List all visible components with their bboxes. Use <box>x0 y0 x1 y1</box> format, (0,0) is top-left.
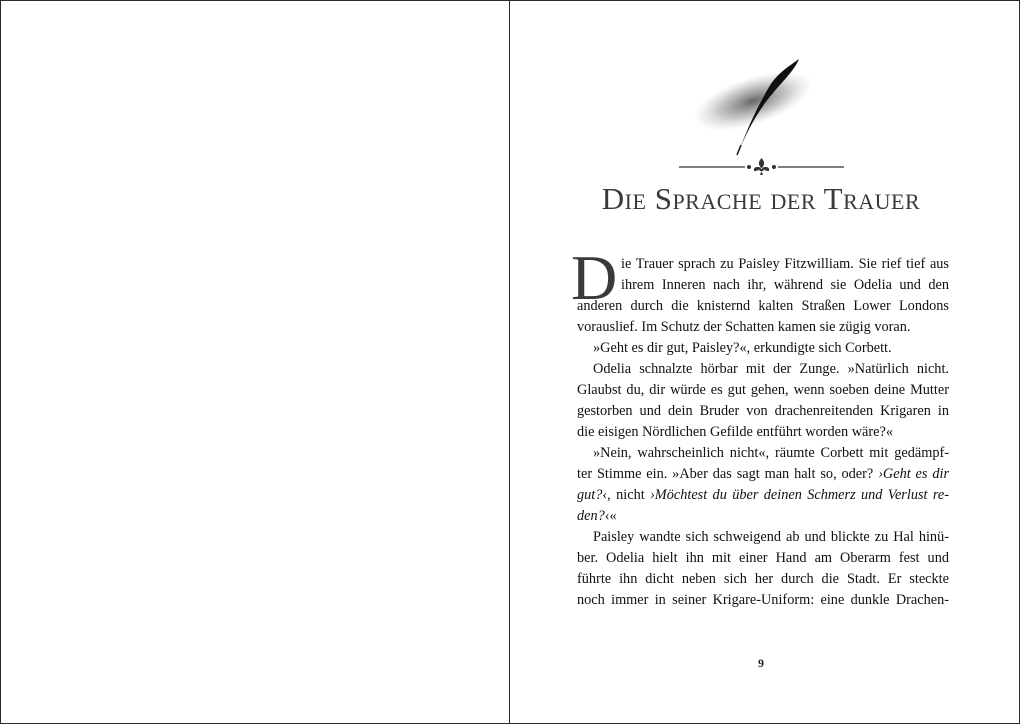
text-line: »Geht es dir gut, Paisley?«, erkundigte sich Corbett. <box>593 340 892 356</box>
paragraph-4 <box>577 443 949 527</box>
text-line: ie Trauer sprach zu Paisley Fitzwilliam. Sie rief tief aus <box>621 256 949 272</box>
drop-cap: D <box>571 242 618 313</box>
text-line: führte ihn dicht neben sich her durch die Stadt. Er steckte <box>577 571 949 587</box>
right-page <box>511 1 1019 723</box>
text-line: anderen durch die knisternd kalten Straßen Lower Londons <box>577 298 949 314</box>
text-line: »Nein, wahrscheinlich nicht«, räumte Corbett mit gedämpf- <box>593 445 949 461</box>
page-number: 9 <box>758 656 764 670</box>
text-line: vorauslief. Im Schutz der Schatten kamen sie zügig voran. <box>577 319 911 335</box>
quill-feather-icon <box>681 51 826 161</box>
text-fragment: ‹, nicht <box>602 487 651 503</box>
text-line: die eisigen Nördlichen Gefilde entführt worden wäre?« <box>577 424 893 440</box>
text-line: gestorben und dein Bruder von drachenreitenden Krigaren in <box>577 403 949 419</box>
text-line <box>577 506 949 527</box>
body-text <box>571 242 950 611</box>
paragraph-1 <box>571 242 949 338</box>
text-line: ber. Odelia hielt ihn mit einer Hand am Oberarm fest und <box>577 550 949 566</box>
italic-fragment: gut? <box>577 487 603 503</box>
paragraph-2 <box>577 338 949 359</box>
text-line <box>577 464 949 485</box>
paragraph-5 <box>577 527 949 611</box>
chapter-title: Die Sprache der Trauer <box>601 181 921 216</box>
text-line: ihrem Inneren nach ihr, während sie Odelia und den <box>621 277 949 293</box>
italic-fragment: ›Möchtest du über deinen Schmerz und Verlust re- <box>650 487 949 503</box>
fleur-de-lis-divider-icon <box>679 156 844 176</box>
italic-fragment: ›Geht es dir <box>878 466 950 482</box>
text-fragment: ‹« <box>604 508 617 524</box>
left-page-blank <box>1 1 510 723</box>
text-line: Paisley wandte sich schweigend ab und blickte zu Hal hinü- <box>593 529 949 545</box>
italic-fragment: den? <box>577 508 605 524</box>
text-line: Odelia schnalzte hörbar mit der Zunge. »Natürlich nicht. <box>593 361 949 377</box>
text-line <box>577 485 949 506</box>
text-line: noch immer in seiner Krigare-Uniform: eine dunkle Drachen- <box>577 592 949 608</box>
text-line: Glaubst du, dir würde es gut gehen, wenn soeben deine Mutter <box>577 382 949 398</box>
paragraph-3 <box>577 359 949 443</box>
text-fragment: ter Stimme ein. »Aber das sagt man halt so, oder? <box>577 466 879 482</box>
